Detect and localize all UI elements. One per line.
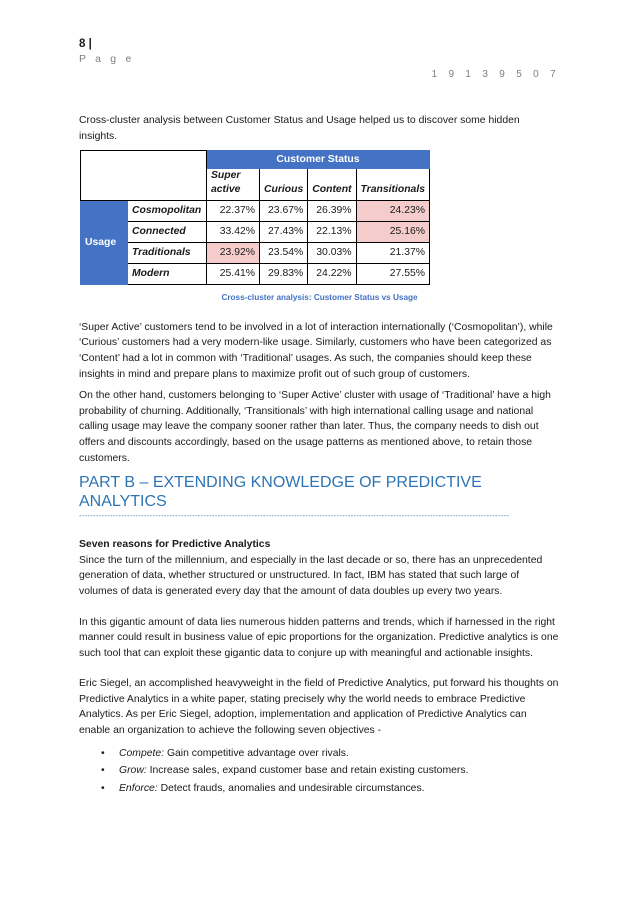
objective-term: Grow: bbox=[119, 765, 147, 777]
table-cell-highlight: 24.23% bbox=[356, 201, 429, 222]
objective-text: Increase sales, expand customer base and retain existing customers. bbox=[146, 765, 469, 777]
list-item bbox=[119, 763, 560, 779]
table-cell: 30.03% bbox=[308, 243, 356, 264]
table-cell: 24.22% bbox=[308, 264, 356, 285]
paragraph: In this gigantic amount of data lies numerous hidden patterns and trends, which if harnessed in the right manner could result in business value of epic proportions for the organization. Predictive analytics is one such tool that can exploit these gigantic data to conjure up with meaningful and actionable insights. bbox=[79, 616, 559, 659]
row-label: Connected bbox=[128, 222, 207, 243]
col-header: Curious bbox=[260, 169, 308, 201]
table-cell: 21.37% bbox=[356, 243, 429, 264]
table-cell: 22.13% bbox=[308, 222, 356, 243]
table-row bbox=[81, 201, 430, 222]
list-item bbox=[119, 746, 560, 762]
table-row bbox=[81, 243, 430, 264]
page-content bbox=[79, 113, 560, 798]
row-label: Traditionals bbox=[128, 243, 207, 264]
table-cell-highlight: 25.16% bbox=[356, 222, 429, 243]
page-word: P a g e bbox=[79, 53, 135, 65]
table-cell-highlight: 23.92% bbox=[207, 243, 260, 264]
customer-status-header: Customer Status bbox=[207, 151, 430, 169]
table-cell: 33.42% bbox=[207, 222, 260, 243]
objective-term: Compete: bbox=[119, 747, 165, 759]
cross-cluster-table bbox=[80, 150, 430, 285]
document-id: 1 9 1 3 9 5 0 7 bbox=[431, 69, 560, 80]
table-cell: 27.43% bbox=[260, 222, 308, 243]
usage-header: Usage bbox=[81, 201, 128, 285]
objective-text: Detect frauds, anomalies and undesirable circumstances. bbox=[157, 782, 425, 794]
part-heading: PART B – EXTENDING KNOWLEDGE OF PREDICTIVE ANALYTICS bbox=[79, 474, 482, 511]
table-cell: 27.55% bbox=[356, 264, 429, 285]
paragraph: Eric Siegel, an accomplished heavyweight in the field of Predictive Analytics, put forward his thoughts on Predictive Analytics in a white paper, stating precisely why the world needs to embrace Predictive Analytics. As per Eric Siegel, adoption, implementation and application of Predictive Analytics can enable an organization to achieve the following seven objectives - bbox=[79, 678, 559, 737]
row-label: Modern bbox=[128, 264, 207, 285]
row-label: Cosmopolitan bbox=[128, 201, 207, 222]
col-header: Super active bbox=[207, 169, 260, 201]
table-cell: 26.39% bbox=[308, 201, 356, 222]
intro-paragraph: Cross-cluster analysis between Customer Status and Usage helped us to discover some hidden insights. bbox=[79, 115, 520, 142]
objectives-list bbox=[79, 746, 560, 797]
objective-text: Gain competitive advantage over rivals. bbox=[164, 747, 349, 759]
col-header: Content bbox=[308, 169, 356, 201]
table-row bbox=[81, 222, 430, 243]
table-cell: 23.54% bbox=[260, 243, 308, 264]
list-item bbox=[119, 781, 560, 797]
table-cell: 29.83% bbox=[260, 264, 308, 285]
heading-divider: -------------------------------------------------------------------------------------------------------------------------------------------------------- bbox=[79, 513, 510, 521]
table-caption: Cross-cluster analysis: Customer Status vs Usage bbox=[221, 293, 418, 303]
table-row bbox=[81, 264, 430, 285]
section-title: Seven reasons for Predictive Analytics bbox=[79, 539, 271, 551]
table-corner bbox=[81, 151, 207, 201]
table-cell: 22.37% bbox=[207, 201, 260, 222]
objective-term: Enforce: bbox=[119, 782, 158, 794]
paragraph: Since the turn of the millennium, and especially in the last decade or so, there has an unprecedented generation of data, whether structured or unstructured. In fact, IBM has stated that such large of volumes of data is generated every day that the amount of data doubles up every two years. bbox=[79, 554, 543, 597]
col-header: Transitionals bbox=[356, 169, 429, 201]
paragraph: On the other hand, customers belonging to ‘Super Active’ cluster with usage of ‘Traditional’ have a high probability of churning. Additionally, ‘Transitionals’ with high international calling usage and national calling usage may leave the company sooner rather than later. Thus, the company needs to dish out offers and discounts accordingly, based on the usage patterns as mentioned above, to retain those customers. bbox=[79, 390, 551, 464]
paragraph: ‘Super Active’ customers tend to be involved in a lot of interaction internationally (‘Cosmopolitan’), while ‘Curious’ customers had a very modern-like usage. Similarly, customers who have been categorized as ‘Content’ had a lot in common with ‘Traditional’ usages. As such, the companies should keep these insights in mind and prepare plans to maximize profit out of such group of customers. bbox=[79, 321, 553, 380]
table-cell: 23.67% bbox=[260, 201, 308, 222]
page-number: 8 | bbox=[79, 38, 92, 50]
table-cell: 25.41% bbox=[207, 264, 260, 285]
